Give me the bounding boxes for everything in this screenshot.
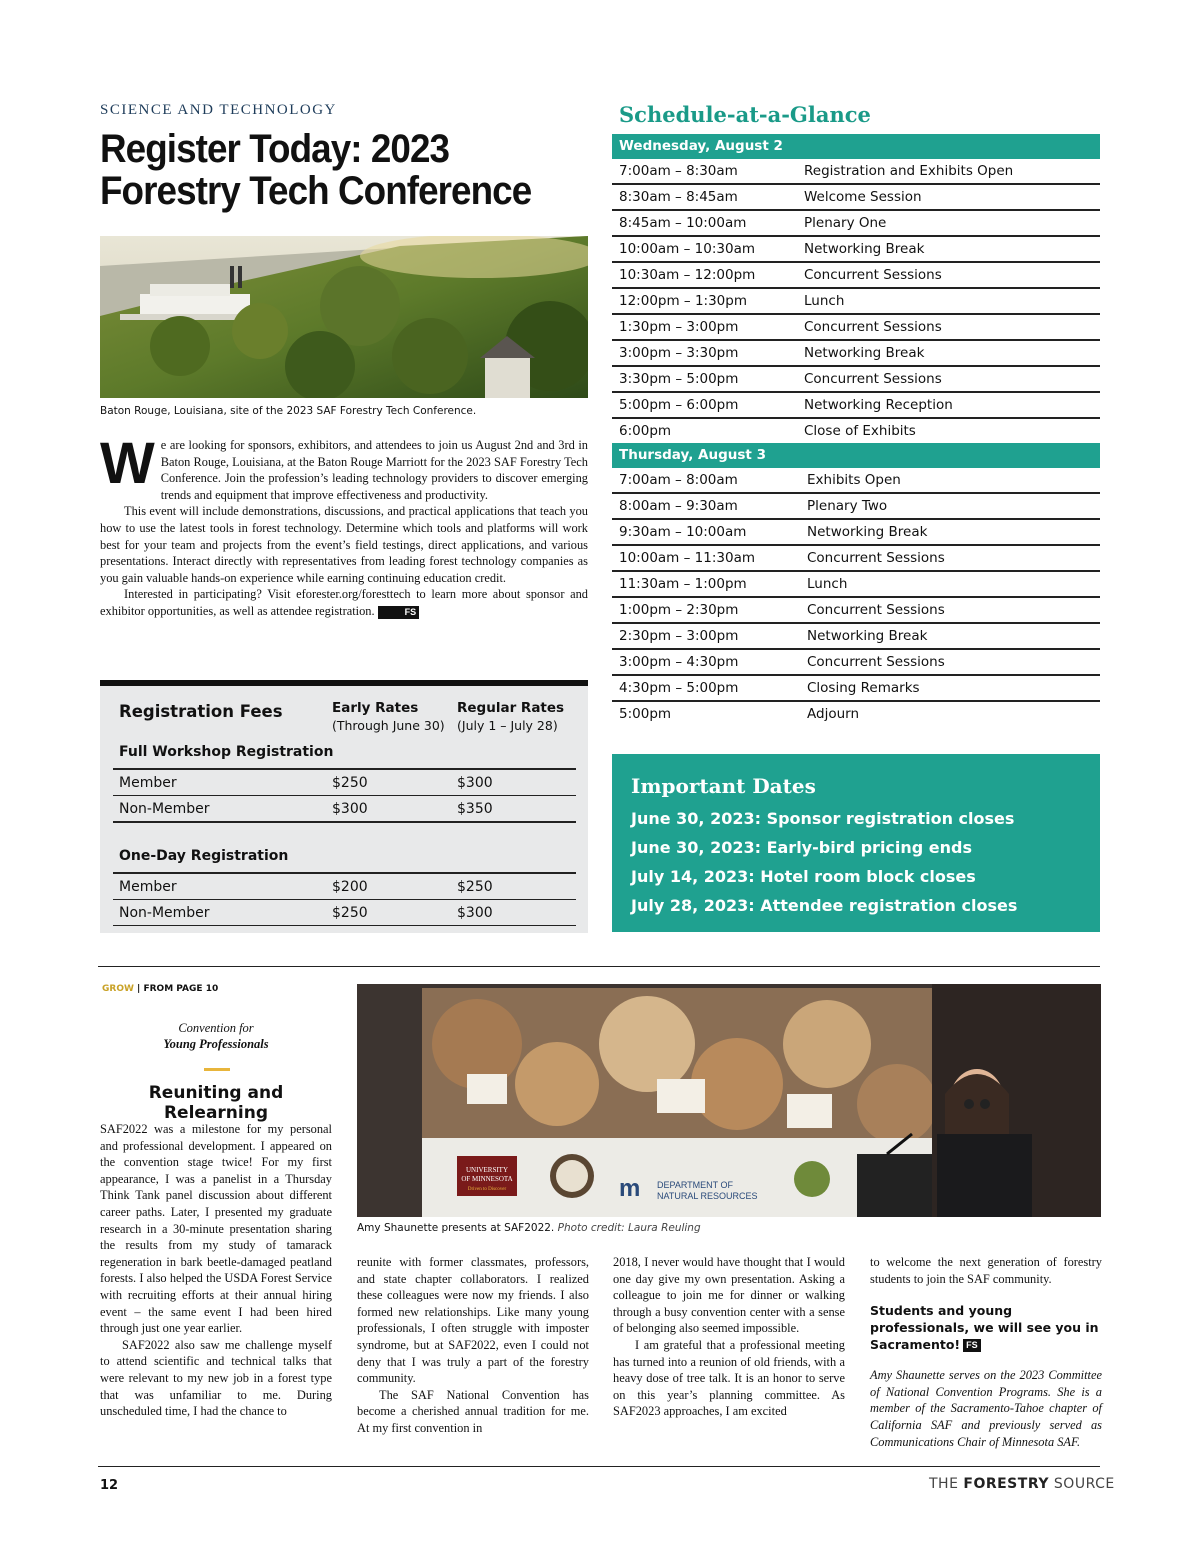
- schedule-row: [612, 468, 1100, 494]
- regular-price: $250: [457, 879, 493, 895]
- presentation-photo: [357, 984, 1101, 1217]
- schedule-row: [612, 185, 1100, 211]
- day-header-thursday: Thursday, August 3: [612, 443, 1100, 468]
- important-dates-box: [612, 754, 1100, 932]
- day-header-wednesday: Wednesday, August 2: [612, 134, 1100, 159]
- regular-price: $300: [457, 905, 493, 921]
- table-row: [113, 796, 576, 823]
- closing-text: Students and young professionals, we will see you in Sacramento!: [870, 1303, 1099, 1353]
- schedule-row: [612, 572, 1100, 598]
- schedule-event: Close of Exhibits: [804, 423, 916, 439]
- magazine-name: [929, 1476, 1115, 1492]
- schedule-event: Adjourn: [807, 706, 860, 722]
- mag-the: THE: [929, 1476, 964, 1492]
- table-row: [113, 874, 576, 900]
- regular-price: $350: [457, 801, 493, 817]
- kicker-rule: [204, 1068, 230, 1071]
- schedule-event: Lunch: [804, 293, 845, 309]
- article-body: [100, 431, 588, 620]
- schedule-time: 3:00pm – 3:30pm: [619, 345, 739, 361]
- early-price: $200: [332, 879, 368, 895]
- schedule-row: [612, 598, 1100, 624]
- umn-logo-tagline: Driven to Discover: [467, 1187, 507, 1192]
- hero-caption: Baton Rouge, Louisiana, site of the 2023 SAF Forestry Tech Conference.: [100, 405, 477, 417]
- story-title: Reuniting and Relearning: [148, 1083, 284, 1123]
- schedule-time: 10:30am – 12:00pm: [619, 267, 756, 283]
- schedule-row: [612, 546, 1100, 572]
- umn-logo-line1: UNIVERSITY: [466, 1166, 508, 1174]
- full-workshop-heading: Full Workshop Registration: [119, 744, 334, 760]
- date-item: July 28, 2023: Attendee registration closes: [631, 896, 1018, 915]
- one-day-heading: One-Day Registration: [119, 848, 289, 864]
- photo-caption: [357, 1222, 701, 1234]
- dnr-logo-mark: m: [619, 1175, 641, 1202]
- schedule-event: Networking Break: [807, 628, 928, 644]
- schedule-event: Concurrent Sessions: [804, 267, 942, 283]
- jump-from: FROM PAGE 10: [143, 984, 219, 994]
- dnr-logo-line2: NATURAL RESOURCES: [657, 1191, 758, 1201]
- schedule-event: Concurrent Sessions: [804, 319, 942, 335]
- early-price: $250: [332, 775, 368, 791]
- story-paragraph: to welcome the next generation of forestry students to join the SAF community.: [870, 1255, 1102, 1286]
- paragraph-text: e are looking for sponsors, exhibitors, and attendees to join us August 2nd and 3rd in Baton Rouge, Louisiana, at the Baton Rouge Marriott for the 2023 SAF Forestry Tech Conference. Join the profession’s leading technology providers to discover emerging trends and equipment that improve effectiveness and productivity.: [160, 438, 588, 502]
- early-rates-header: Early Rates: [332, 700, 419, 716]
- schedule-title: Schedule-at-a-Glance: [619, 102, 871, 127]
- early-price: $250: [332, 905, 368, 921]
- regular-price: $300: [457, 775, 493, 791]
- schedule-time: 9:30am – 10:00am: [619, 524, 747, 540]
- schedule-row: [612, 237, 1100, 263]
- schedule-event: Lunch: [807, 576, 848, 592]
- date-item: June 30, 2023: Sponsor registration closes: [631, 809, 1015, 828]
- schedule-row: [612, 676, 1100, 702]
- fs-end-badge: FS: [963, 1339, 981, 1352]
- article-paragraph: This event will include demonstrations, discussions, and practical applications that teach you how to use the latest tools in forest technology. Determine which tools and platforms will work best for your team and projects from the event’s field testings, direct applications, and various presentations. Interact directly with representatives from leading forest technology companies as you gain valuable hands-on experience while earning continuing education credit.: [100, 504, 588, 585]
- schedule-time: 3:30pm – 5:00pm: [619, 371, 739, 387]
- schedule-time: 7:00am – 8:30am: [619, 163, 738, 179]
- schedule-event: Concurrent Sessions: [807, 550, 945, 566]
- story-paragraph: 2018, I never would have thought that I would one day give my own presentation. Asking a colleague to join me for dinner or walking through a busy convention center with a sense of belonging also seemed impossible.: [613, 1255, 845, 1336]
- section-label: SCIENCE AND TECHNOLOGY: [100, 102, 337, 118]
- regular-rates-subheader: (July 1 – July 28): [457, 718, 558, 733]
- caption-main: Amy Shaunette presents at SAF2022.: [357, 1222, 555, 1234]
- presenter-slide-image: [357, 984, 1101, 1217]
- schedule-row: [612, 159, 1100, 185]
- column-kicker: [100, 1020, 332, 1052]
- schedule-event: Networking Break: [804, 345, 925, 361]
- story-column-3: [613, 1254, 845, 1420]
- schedule-time: 7:00am – 8:00am: [619, 472, 738, 488]
- date-item: July 14, 2023: Hotel room block closes: [631, 867, 976, 886]
- schedule-row: [612, 315, 1100, 341]
- story-closing-line: [870, 1302, 1102, 1353]
- schedule-time: 8:00am – 9:30am: [619, 498, 738, 514]
- author-bio: Amy Shaunette serves on the 2023 Committee of National Convention Programs. She is a member of the Sacramento-Tahoe chapter of California SAF and previously served as Communications Chair of Minnesota SAF.: [870, 1368, 1102, 1449]
- schedule-event: Exhibits Open: [807, 472, 901, 488]
- schedule-time: 3:00pm – 4:30pm: [619, 654, 739, 670]
- schedule-row: [612, 650, 1100, 676]
- schedule-row: [612, 520, 1100, 546]
- schedule-time: 11:30am – 1:00pm: [619, 576, 747, 592]
- schedule-row: [612, 211, 1100, 237]
- schedule-row: [612, 289, 1100, 315]
- schedule-time: 6:00pm: [619, 423, 672, 439]
- paragraph-text: Interested in participating? Visit eforester.org/foresttech to learn more about sponsor and exhibitor opportunities, as well as attendee registration.: [100, 587, 588, 618]
- schedule-row: [612, 393, 1100, 419]
- day2-rows: [612, 468, 1100, 726]
- drop-cap: W: [100, 431, 155, 496]
- fee-type: Non-Member: [119, 801, 210, 817]
- fees-title: Registration Fees: [119, 702, 283, 721]
- story-paragraph: The SAF National Convention has become a cherished annual tradition for me. At my first convention in: [357, 1387, 589, 1435]
- schedule-event: Registration and Exhibits Open: [804, 163, 1014, 179]
- early-price: $300: [332, 801, 368, 817]
- hero-photo: [100, 236, 588, 398]
- section-divider: [98, 966, 1100, 967]
- schedule-event: Welcome Session: [804, 189, 922, 205]
- schedule-event: Networking Break: [807, 524, 928, 540]
- story-column-2: [357, 1254, 589, 1437]
- schedule-time: 1:30pm – 3:00pm: [619, 319, 739, 335]
- fee-type: Member: [119, 775, 177, 791]
- jump-line: [102, 984, 218, 994]
- schedule-event: Concurrent Sessions: [807, 602, 945, 618]
- schedule-event: Plenary Two: [807, 498, 888, 514]
- registration-fees-table: [100, 680, 588, 933]
- schedule-row: [612, 624, 1100, 650]
- kicker-line2: Young Professionals: [163, 1037, 269, 1051]
- photo-credit: Photo credit: Laura Reuling: [557, 1222, 701, 1234]
- schedule-event: Networking Reception: [804, 397, 953, 413]
- fee-type: Non-Member: [119, 905, 210, 921]
- schedule-time: 2:30pm – 3:00pm: [619, 628, 739, 644]
- early-rates-subheader: (Through June 30): [332, 718, 445, 733]
- date-item: June 30, 2023: Early-bird pricing ends: [631, 838, 973, 857]
- schedule-row: [612, 494, 1100, 520]
- riverboat-landscape-image: [100, 236, 588, 398]
- table-row: [113, 770, 576, 796]
- story-paragraph: SAF2022 also saw me challenge myself to attend scientific and technical talks that were relevant to my new job in a forest type that was unfamiliar to me. During unscheduled time, I had the chance to: [100, 1337, 332, 1419]
- schedule-event: Concurrent Sessions: [807, 654, 945, 670]
- schedule-time: 8:45am – 10:00am: [619, 215, 747, 231]
- schedule-row: [612, 263, 1100, 289]
- schedule-time: 12:00pm – 1:30pm: [619, 293, 747, 309]
- schedule-row: [612, 702, 1100, 726]
- schedule-time: 4:30pm – 5:00pm: [619, 680, 739, 696]
- mag-source: SOURCE: [1048, 1476, 1115, 1492]
- schedule-event: Plenary One: [804, 215, 887, 231]
- schedule-event: Networking Break: [804, 241, 925, 257]
- fs-end-badge: FS: [378, 606, 420, 619]
- table-row: [113, 900, 576, 926]
- mag-forestry: FORESTRY: [963, 1476, 1049, 1492]
- fee-type: Member: [119, 879, 177, 895]
- schedule-row: [612, 419, 1100, 443]
- schedule-table: [612, 134, 1100, 726]
- schedule-row: [612, 341, 1100, 367]
- jump-separator: |: [133, 984, 144, 994]
- story-column-1: [100, 1121, 332, 1420]
- story-column-4: [870, 1254, 1102, 1450]
- umn-logo-line2: OF MINNESOTA: [461, 1175, 513, 1183]
- story-paragraph: SAF2022 was a milestone for my personal and professional development. I appeared on the convention stage twice! For my first appearance, I was a panelist in a Thursday Think Tank panel discussion about different career paths. Later, I presented my graduate research in a 30-minute presentation sharing the results from my study of tamarack regeneration in bark beetle-damaged peatland forests. I also helped the USDA Forest Service with recruiting efforts at their annual hiring event – the same event I had been hired through just one year earlier.: [100, 1122, 332, 1336]
- story-paragraph: I am grateful that a professional meeting has turned into a reunion of old friends, with a heavy dose of tree talk. It is an honor to serve on this year’s planning committee. As SAF2023 approaches, I am excited: [613, 1337, 845, 1419]
- day1-rows: [612, 159, 1100, 443]
- page-number: 12: [100, 1478, 119, 1493]
- regular-rates-header: Regular Rates: [457, 700, 565, 716]
- schedule-time: 5:00pm – 6:00pm: [619, 397, 739, 413]
- article-paragraph: [100, 431, 588, 503]
- footer-divider: [98, 1466, 1100, 1467]
- kicker-line1: Convention for: [178, 1021, 254, 1035]
- headline: Register Today: 2023 Forestry Tech Conference: [100, 127, 532, 213]
- schedule-event: Closing Remarks: [807, 680, 920, 696]
- schedule-time: 5:00pm: [619, 706, 672, 722]
- important-dates-title: Important Dates: [631, 774, 816, 798]
- schedule-time: 1:00pm – 2:30pm: [619, 602, 739, 618]
- jump-section: GROW: [102, 984, 134, 994]
- dnr-logo-line1: DEPARTMENT OF: [657, 1180, 734, 1190]
- story-paragraph: reunite with former classmates, professors, and state chapter collaborators. I realized these colleagues were now my friends. I also formed new relationships. Like many young professionals, I often struggle with imposter syndrome, but at SAF2022, even I could not deny that I was truly a part of the forestry community.: [357, 1255, 589, 1386]
- schedule-row: [612, 367, 1100, 393]
- schedule-time: 10:00am – 11:30am: [619, 550, 755, 566]
- article-paragraph: [100, 586, 588, 619]
- schedule-time: 8:30am – 8:45am: [619, 189, 738, 205]
- schedule-time: 10:00am – 10:30am: [619, 241, 755, 257]
- schedule-event: Concurrent Sessions: [804, 371, 942, 387]
